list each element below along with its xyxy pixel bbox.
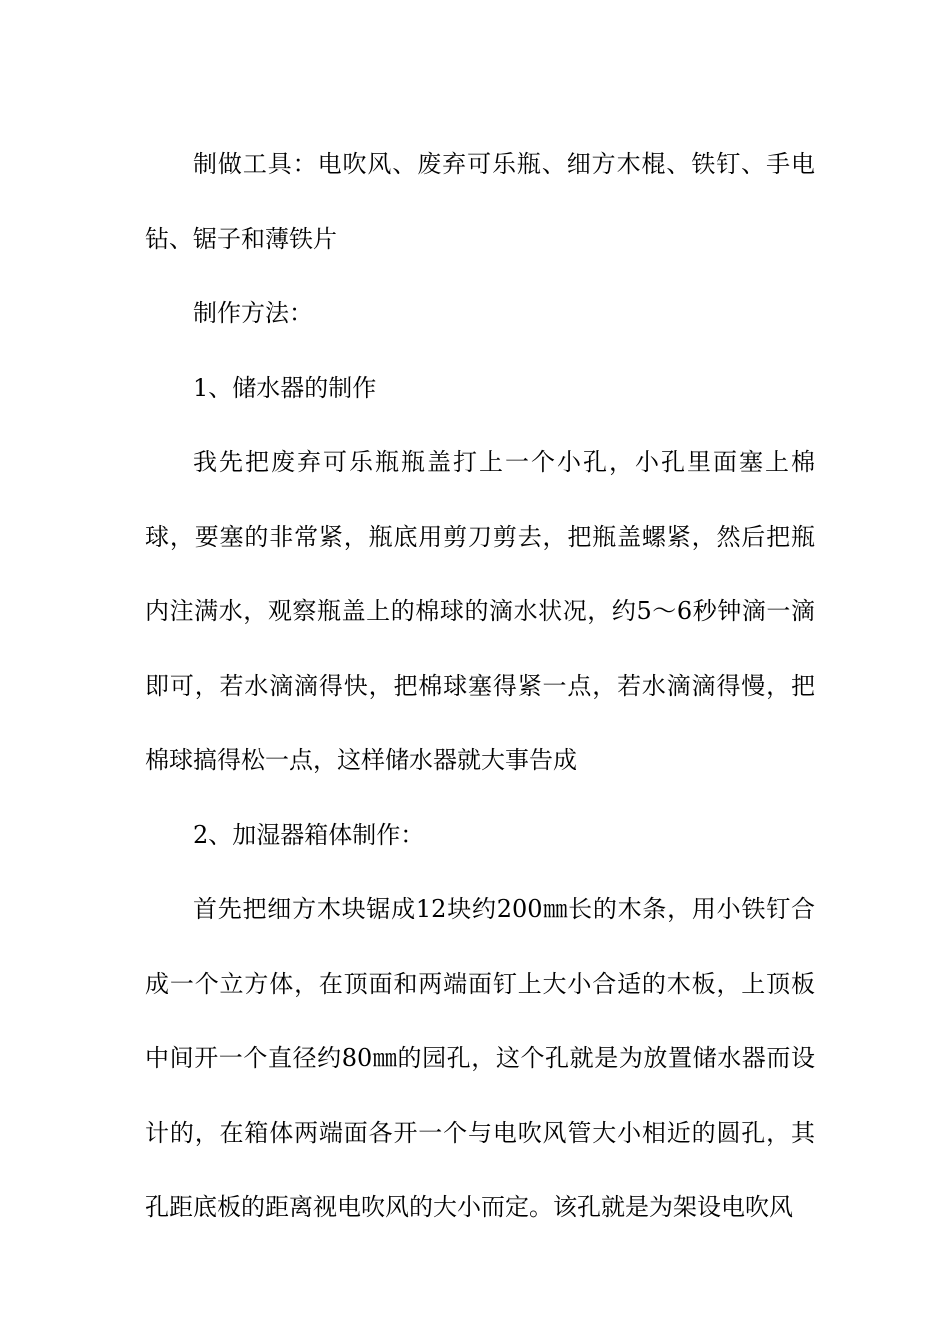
paragraph-step2-body: 首先把细方木块锯成12块约200㎜长的木条，用小铁钉合成一个立方体，在顶面和两端面钉上大小合适的木板，上顶板中间开一个直径约80㎜的园孔，这个孔就是为放置储水器而设计的，在箱体两端面各开一个与电吹风管大小相近的圆孔，其孔距底板的距离视电吹风的大小而定。该孔就是为架设电吹风 (145, 895, 815, 1221)
paragraph-method-heading: 制作方法： (193, 299, 313, 327)
paragraph-tools: 制做工具：电吹风、废弃可乐瓶、细方木棍、铁钉、手电钻、锯子和薄铁片 (145, 150, 815, 253)
paragraph-step1-body: 我先把废弃可乐瓶瓶盖打上一个小孔，小孔里面塞上棉球，要塞的非常紧，瓶底用剪刀剪去，把瓶盖螺紧，然后把瓶内注满水，观察瓶盖上的棉球的滴水状况，约5～6秒钟滴一滴即可，若水滴滴得快，把棉球塞得紧一点，若水滴滴得慢，把棉球搞得松一点，这样储水器就大事告成 (145, 448, 815, 774)
document-page (145, 127, 815, 1245)
paragraph-step2-heading: 2、加湿器箱体制作： (193, 820, 425, 849)
paragraph-step1-heading: 1、储水器的制作 (193, 373, 377, 402)
